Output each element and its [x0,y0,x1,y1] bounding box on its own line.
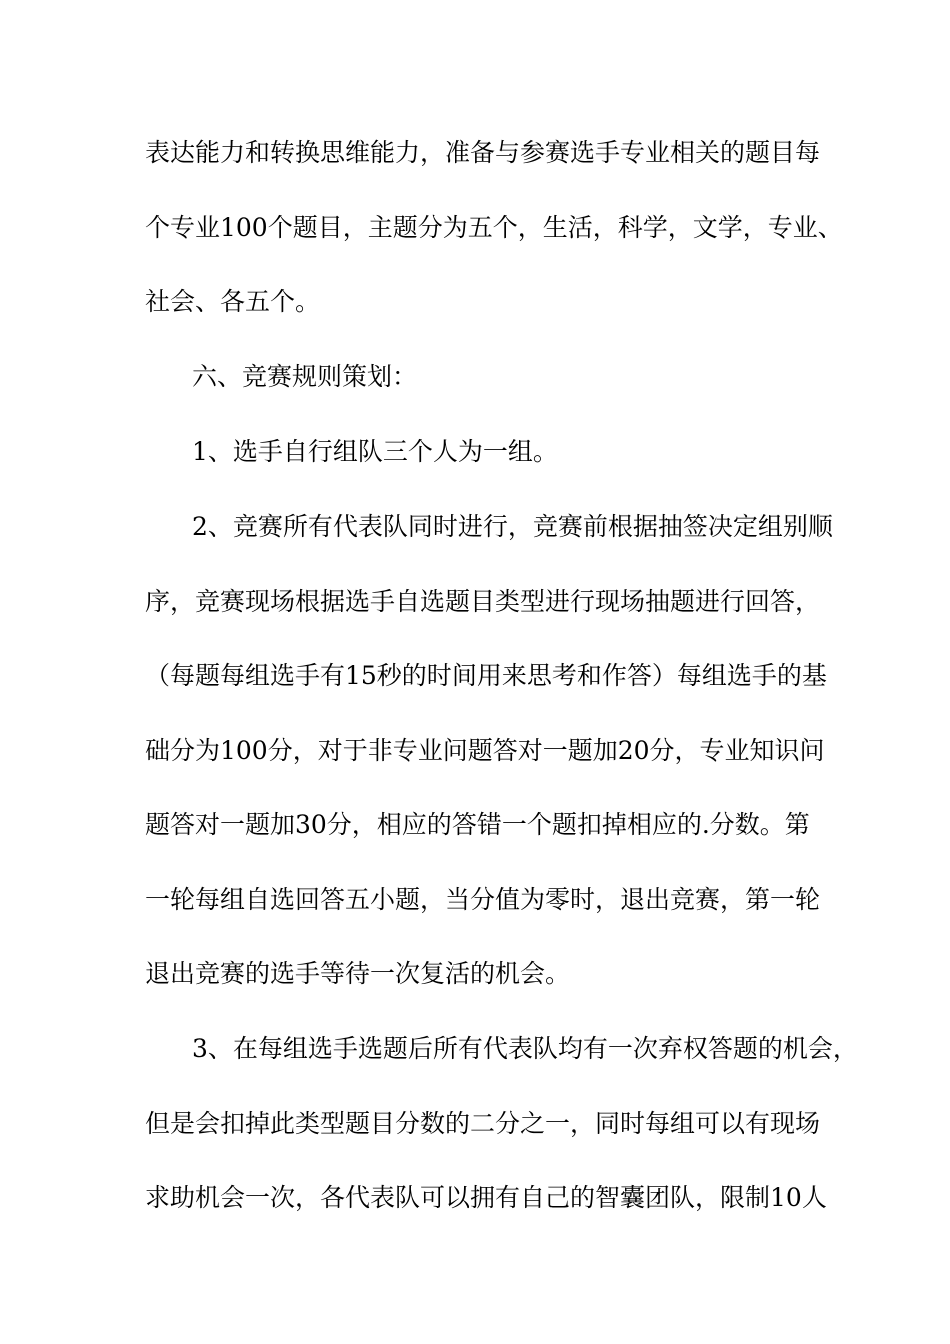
text-line: 但是会扣掉此类型题目分数的二分之一，同时每组可以有现场 [145,1109,821,1138]
text-line: 础分为100分，对于非专业问题答对一题加20分，专业知识问 [145,736,825,765]
text-line: 一轮每组自选回答五小题，当分值为零时，退出竞赛，第一轮 [145,885,821,914]
text-line: 退出竞赛的选手等待一次复活的机会。 [145,959,571,988]
text-line: 社会、各五个。 [145,287,321,316]
text-line: 表达能力和转换思维能力，准备与参赛选手专业相关的题目每 [145,138,821,167]
text-line: （每题每组选手有15秒的时间用来思考和作答）每组选手的基 [145,661,827,690]
text-line: 求助机会一次，各代表队可以拥有自己的智囊团队，限制10人 [145,1183,827,1212]
section-heading: 六、竞赛规则策划： [192,362,418,391]
text-line: 1、选手自行组队三个人为一组。 [192,437,558,466]
text-line: 题答对一题加30分，相应的答错一个题扣掉相应的.分数。第 [145,810,810,839]
text-line: 2、竞赛所有代表队同时进行，竞赛前根据抽签决定组别顺 [192,512,833,541]
text-line: 3、在每组选手选题后所有代表队均有一次弃权答题的机会， [192,1034,858,1063]
text-line: 个专业100个题目，主题分为五个，生活，科学，文学，专业、 [145,213,843,242]
text-line: 序，竞赛现场根据选手自选题目类型进行现场抽题进行回答， [145,587,821,616]
